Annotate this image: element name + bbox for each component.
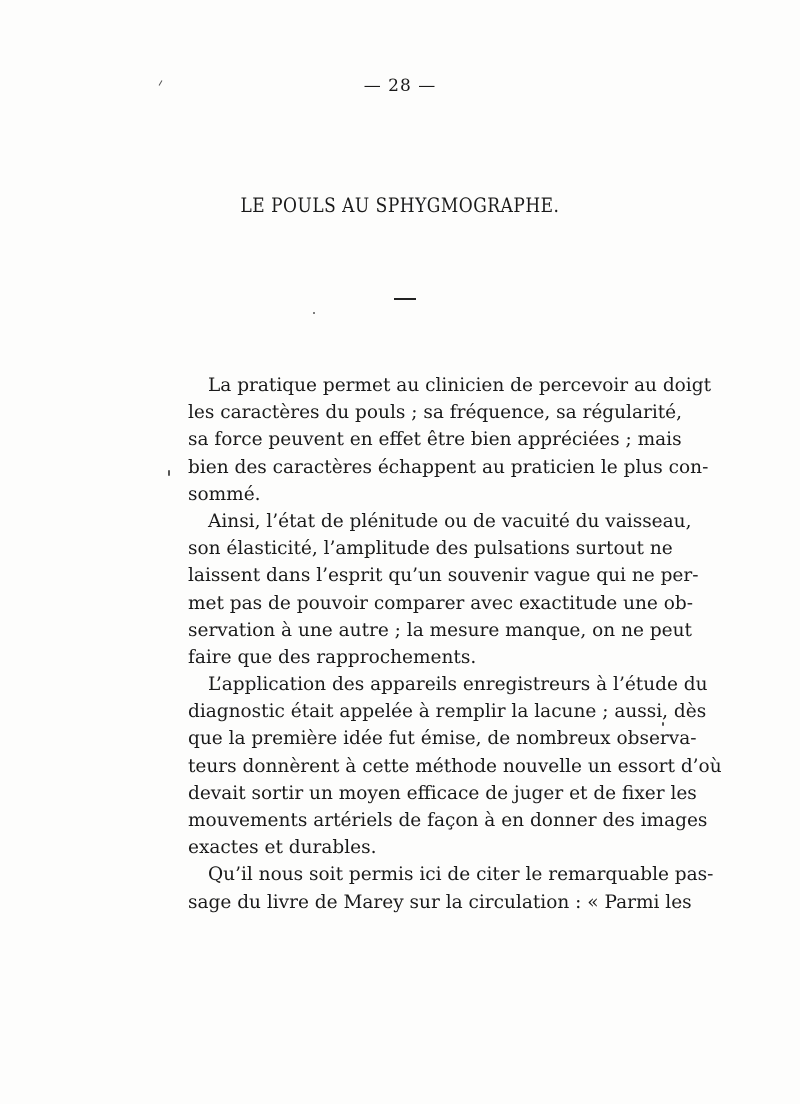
text-line: devait sortir un moyen efficace de juger et de fixer les — [188, 782, 697, 804]
text-line: son élasticité, l’amplitude des pulsations surtout ne — [188, 538, 673, 560]
text-line: met pas de pouvoir comparer avec exactitude une ob- — [188, 592, 693, 614]
scan-speck — [662, 722, 664, 726]
text-line: Ainsi, l’état de plénitude ou de vacuité du vaisseau, — [208, 510, 692, 532]
text-line: exactes et durables. — [188, 837, 377, 859]
text-line: Qu’il nous soit permis ici de citer le remarquable pas- — [208, 864, 714, 886]
text-line: les caractères du pouls ; sa fréquence, sa régularité, — [188, 402, 683, 424]
text-line: faire que des rapprochements. — [188, 646, 477, 668]
text-line: sommé. — [188, 483, 261, 505]
text-line: que la première idée fut émise, de nombreux observa- — [188, 728, 697, 750]
title-divider — [394, 298, 416, 300]
text-line: sa force peuvent en effet être bien appréciées ; mais — [188, 429, 682, 451]
text-line: mouvements artériels de façon à en donner des images — [188, 810, 708, 831]
text-line: L’application des appareils enregistreurs à l’étude du — [208, 674, 708, 696]
text-line: laissent dans l’esprit qu’un souvenir vague qui ne per- — [188, 565, 699, 587]
text-line: diagnostic était appelée à remplir la lacune ; aussi, dès — [188, 701, 707, 723]
text-line: sage du livre de Marey sur la circulation : « Parmi les — [188, 891, 692, 913]
scan-speck — [168, 470, 170, 476]
scan-speck — [313, 312, 315, 314]
page-title: LE POULS AU SPHYGMOGRAPHE. — [240, 194, 560, 218]
text-line: bien des caractères échappent au praticien le plus con- — [188, 456, 709, 478]
text-line: teurs donnèrent à cette méthode nouvelle un essort d’où — [188, 755, 722, 777]
page-number: — 28 — — [363, 76, 437, 96]
text-line: servation à une autre ; la mesure manque, on ne peut — [188, 619, 692, 641]
body-text — [188, 372, 722, 916]
text-line: La pratique permet au clinicien de percevoir au doigt — [208, 375, 712, 396]
